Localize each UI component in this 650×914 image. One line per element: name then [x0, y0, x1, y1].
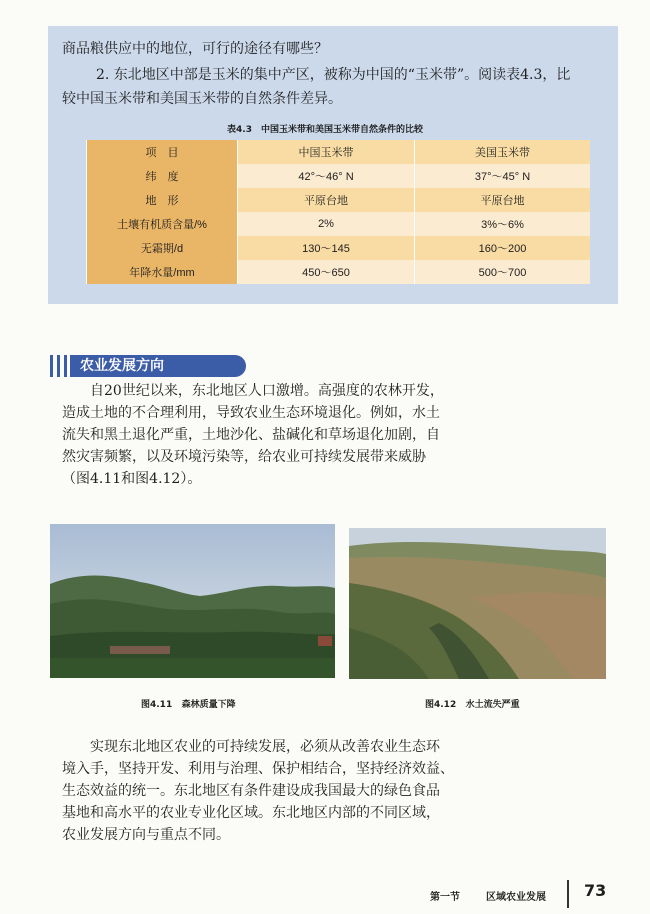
- paragraph-line: 造成土地的不合理利用，导致农业生态环境退化。例如，水土: [62, 405, 440, 421]
- table-row: [87, 188, 591, 212]
- row-label: 年降水量/mm: [87, 260, 238, 284]
- page-number: 73: [584, 881, 607, 900]
- figure-caption-4-11: [141, 697, 236, 710]
- heading-bar: [50, 355, 53, 377]
- row-label: 纬 度: [87, 164, 238, 188]
- cell-china: 2%: [238, 212, 415, 236]
- table-header-row: [87, 140, 591, 164]
- figure-number: 图4.11: [141, 700, 173, 710]
- heading-bar: [64, 355, 67, 377]
- paragraph-1: [62, 380, 582, 490]
- table-row: [87, 260, 591, 284]
- figure-title: 森林质量下降: [181, 700, 236, 710]
- paragraph-line: 基地和高水平的农业专业化区域。东北地区内部的不同区域，: [62, 805, 440, 821]
- erosion-photo: [349, 528, 606, 679]
- cell-china: 42°～46° N: [238, 164, 415, 188]
- forest-photo: [50, 524, 335, 678]
- cell-usa: 160～200: [415, 236, 590, 260]
- paragraph-line: 生态效益的统一。东北地区有条件建设成我国最大的绿色食品: [62, 783, 440, 799]
- figure-title: 水土流失严重: [465, 700, 520, 710]
- comparison-table: [86, 140, 590, 284]
- cell-usa: 37°～45° N: [415, 164, 590, 188]
- header-usa: 美国玉米带: [415, 140, 590, 164]
- row-label: 土壤有机质含量/%: [87, 212, 238, 236]
- table-caption: 表4.3 中国玉米带和美国玉米带自然条件的比较: [227, 125, 423, 135]
- table-row: [87, 164, 591, 188]
- paragraph-line: 流失和黑土退化严重，土地沙化、盐碱化和草场退化加剧，自: [62, 427, 440, 443]
- footer-section: 第一节: [430, 892, 460, 903]
- question-line-3: 较中国玉米带和美国玉米带的自然条件差异。: [62, 91, 342, 107]
- section-title: 农业发展方向: [70, 355, 246, 377]
- table-row: [87, 212, 591, 236]
- heading-bar: [57, 355, 60, 377]
- footer-chapter: 区域农业发展: [486, 892, 546, 903]
- cell-china: 130～145: [238, 236, 415, 260]
- cell-usa: 3%～6%: [415, 212, 590, 236]
- cell-china: 450～650: [238, 260, 415, 284]
- figure-caption-4-12: [425, 697, 520, 710]
- cell-usa: 500～700: [415, 260, 590, 284]
- header-item: 项 目: [87, 140, 238, 164]
- paragraph-line: 境入手，坚持开发、利用与治理、保护相结合，坚持经济效益、: [62, 761, 454, 777]
- cell-china: 平原台地: [238, 188, 415, 212]
- table-row: [87, 236, 591, 260]
- row-label: 地 形: [87, 188, 238, 212]
- paragraph-line: （图4.11和图4.12）。: [62, 471, 202, 487]
- paragraph-2: [62, 736, 582, 846]
- row-label: 无霜期/d: [87, 236, 238, 260]
- paragraph-line: 实现东北地区农业的可持续发展，必须从改善农业生态环: [90, 739, 440, 755]
- paragraph-line: 然灾害频繁，以及环境污染等，给农业可持续发展带来威胁: [62, 449, 426, 465]
- paragraph-line: 自20世纪以来，东北地区人口激增。高强度的农林开发，: [90, 383, 444, 399]
- cell-usa: 平原台地: [415, 188, 590, 212]
- paragraph-line: 农业发展方向与重点不同。: [62, 827, 230, 843]
- question-line-2: 2. 东北地区中部是玉米的集中产区，被称为中国的“玉米带”。阅读表4.3，比: [96, 67, 571, 83]
- figure-number: 图4.12: [425, 700, 457, 710]
- question-line-1: 商品粮供应中的地位，可行的途径有哪些？: [62, 41, 328, 57]
- footer-divider: [567, 880, 569, 908]
- header-china: 中国玉米带: [238, 140, 415, 164]
